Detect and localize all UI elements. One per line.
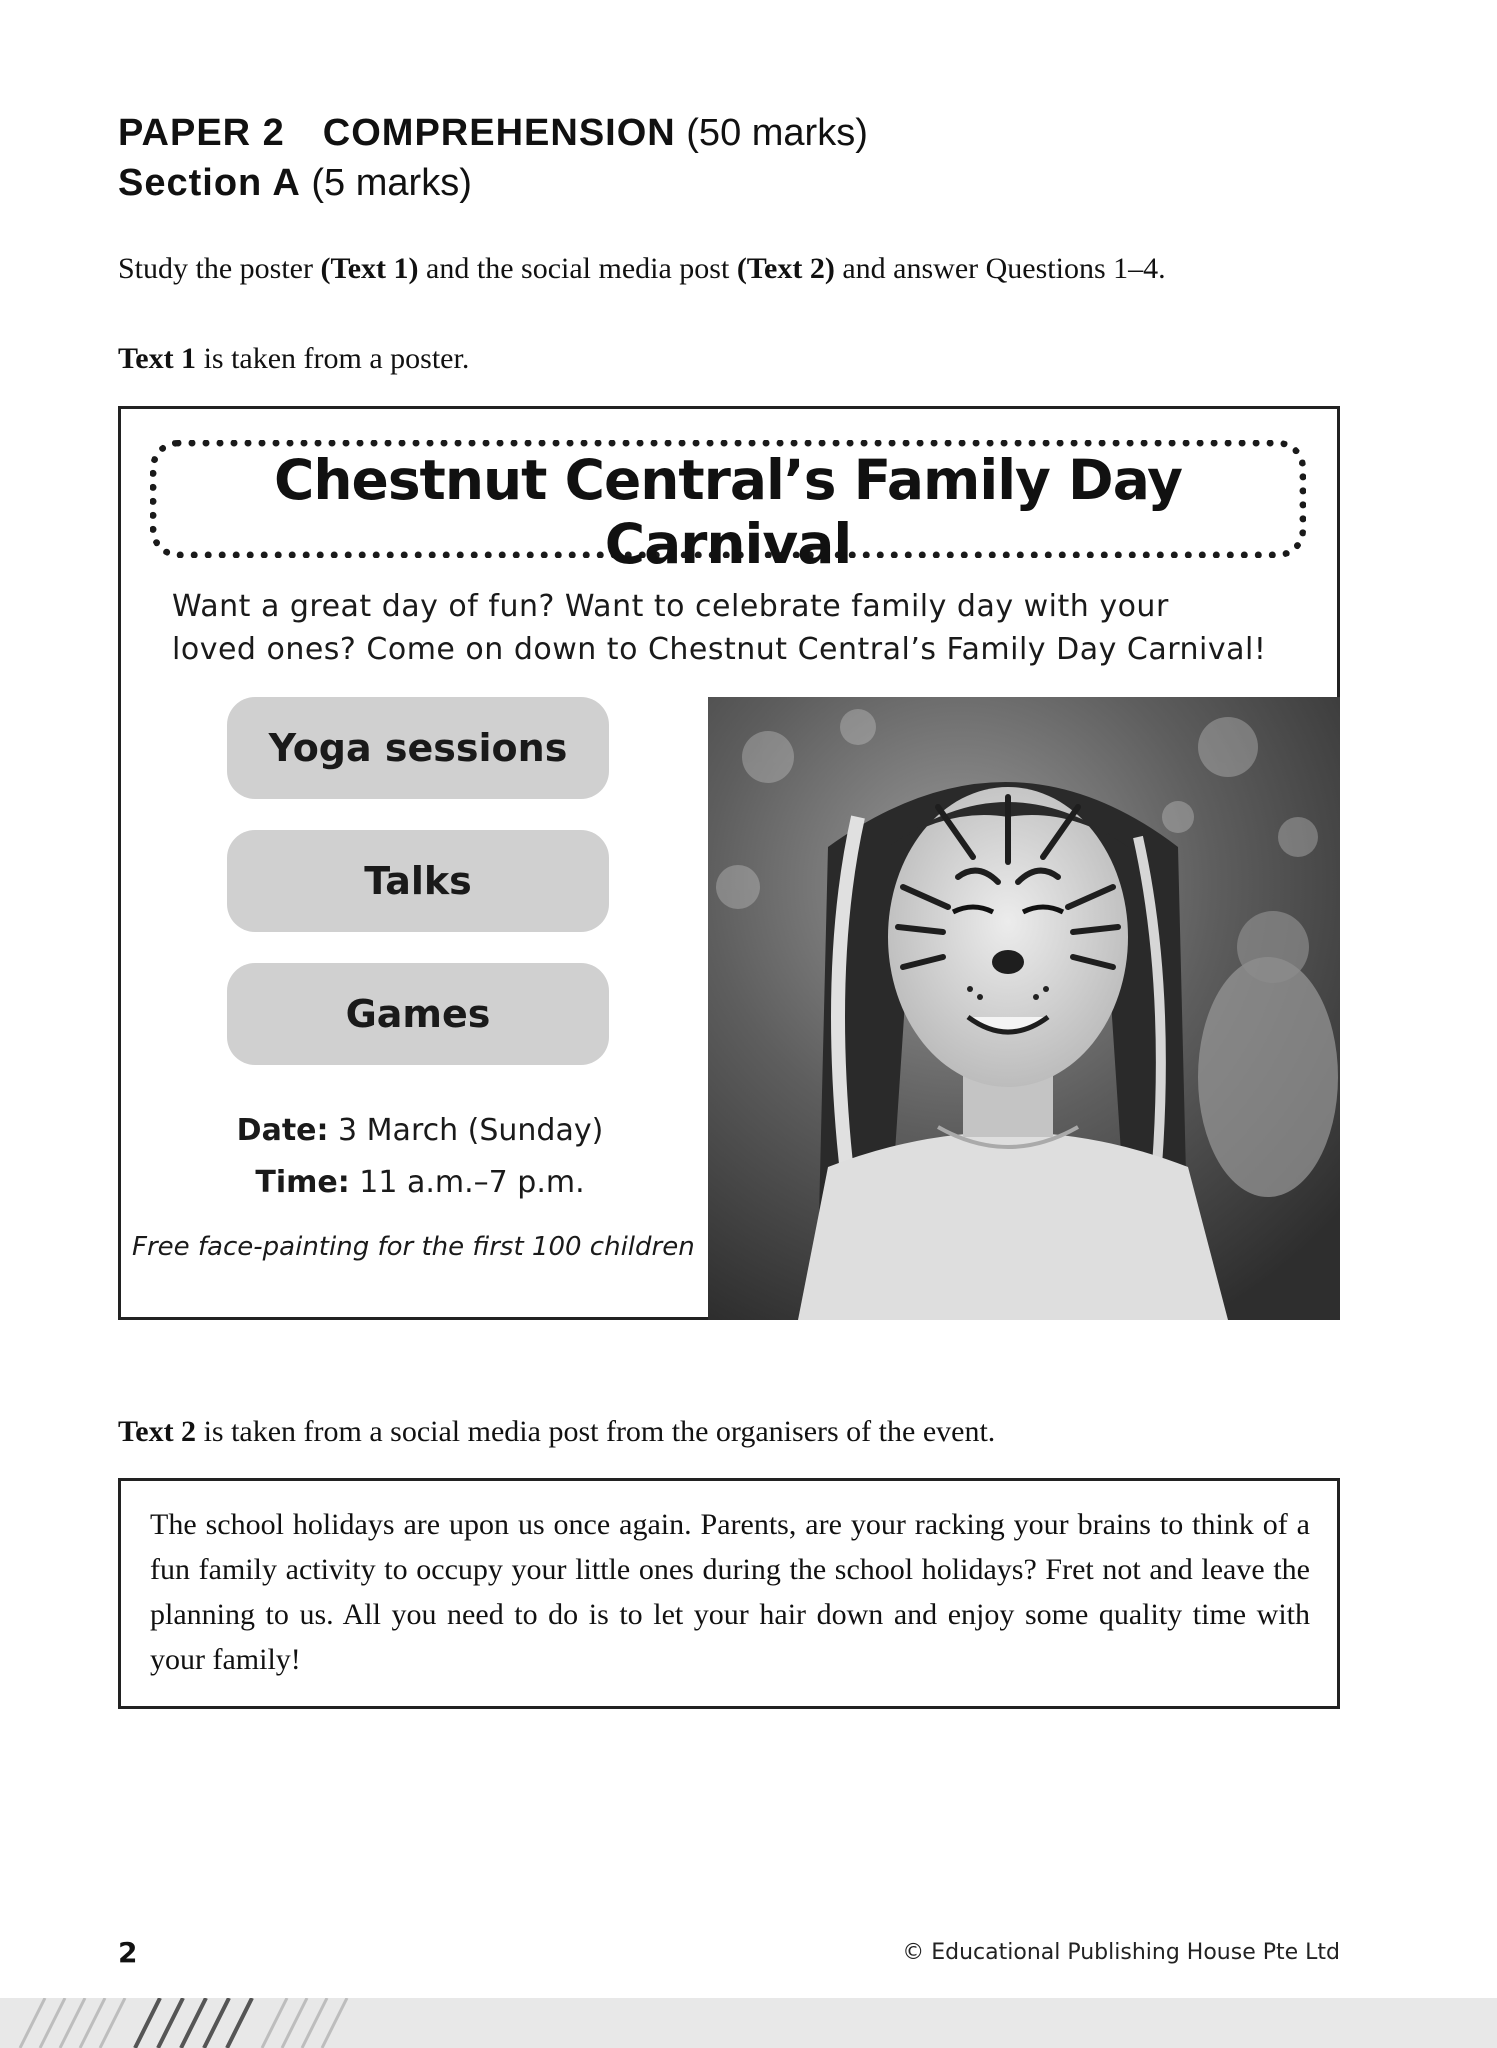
- section-label: Section A: [118, 162, 301, 204]
- activity-games: Games: [227, 963, 609, 1065]
- girl-illustration: [708, 697, 1340, 1320]
- heading-line-2: [118, 158, 868, 208]
- poster-title: Chestnut Central’s Family Day Carnival: [274, 448, 1182, 576]
- poster-intro: Want a great day of fun? Want to celebrate family day with your loved ones? Come on down to Chestnut Central’s Family Day Carnival!: [172, 589, 1267, 667]
- paper-heading: [118, 108, 868, 208]
- footer-stripe-band: [0, 1998, 1497, 2048]
- event-date: Date: 3 March (Sunday): [236, 1113, 604, 1148]
- subject-marks: (50 marks): [686, 112, 868, 154]
- text2-intro: Text 2 is taken from a social media post from the organisers of the event.: [118, 1415, 996, 1448]
- event-time: Time: 11 a.m.–7 p.m.: [255, 1165, 585, 1200]
- copyright: © Educational Publishing House Pte Ltd: [902, 1940, 1340, 1965]
- activity-talks: Talks: [227, 830, 609, 932]
- text1-intro: Text 1 is taken from a poster.: [118, 342, 470, 375]
- activity-yoga: Yoga sessions: [227, 697, 609, 799]
- footer-stripes: [0, 1998, 1497, 2048]
- page-number: 2: [118, 1936, 138, 1969]
- section-marks: (5 marks): [311, 162, 472, 204]
- heading-line-1: [118, 108, 868, 158]
- instruction-text: Study the poster (Text 1) and the social media post (Text 2) and answer Questions 1–4.: [118, 252, 1166, 285]
- face-painted-girl-photo: [708, 697, 1340, 1320]
- paper-label: PAPER 2: [118, 112, 285, 154]
- subject-label: COMPREHENSION: [322, 112, 676, 154]
- social-post-text: The school holidays are upon us once again. Parents, are your racking your brains to think of a fun family activity to occupy your little ones during the school holidays? Fret not and leave the planning to us. All you need to do is to let your hair down and enjoy some quality time with your family!: [150, 1508, 1310, 1676]
- free-face-painting-note: Free face-painting for the first 100 children: [132, 1232, 695, 1262]
